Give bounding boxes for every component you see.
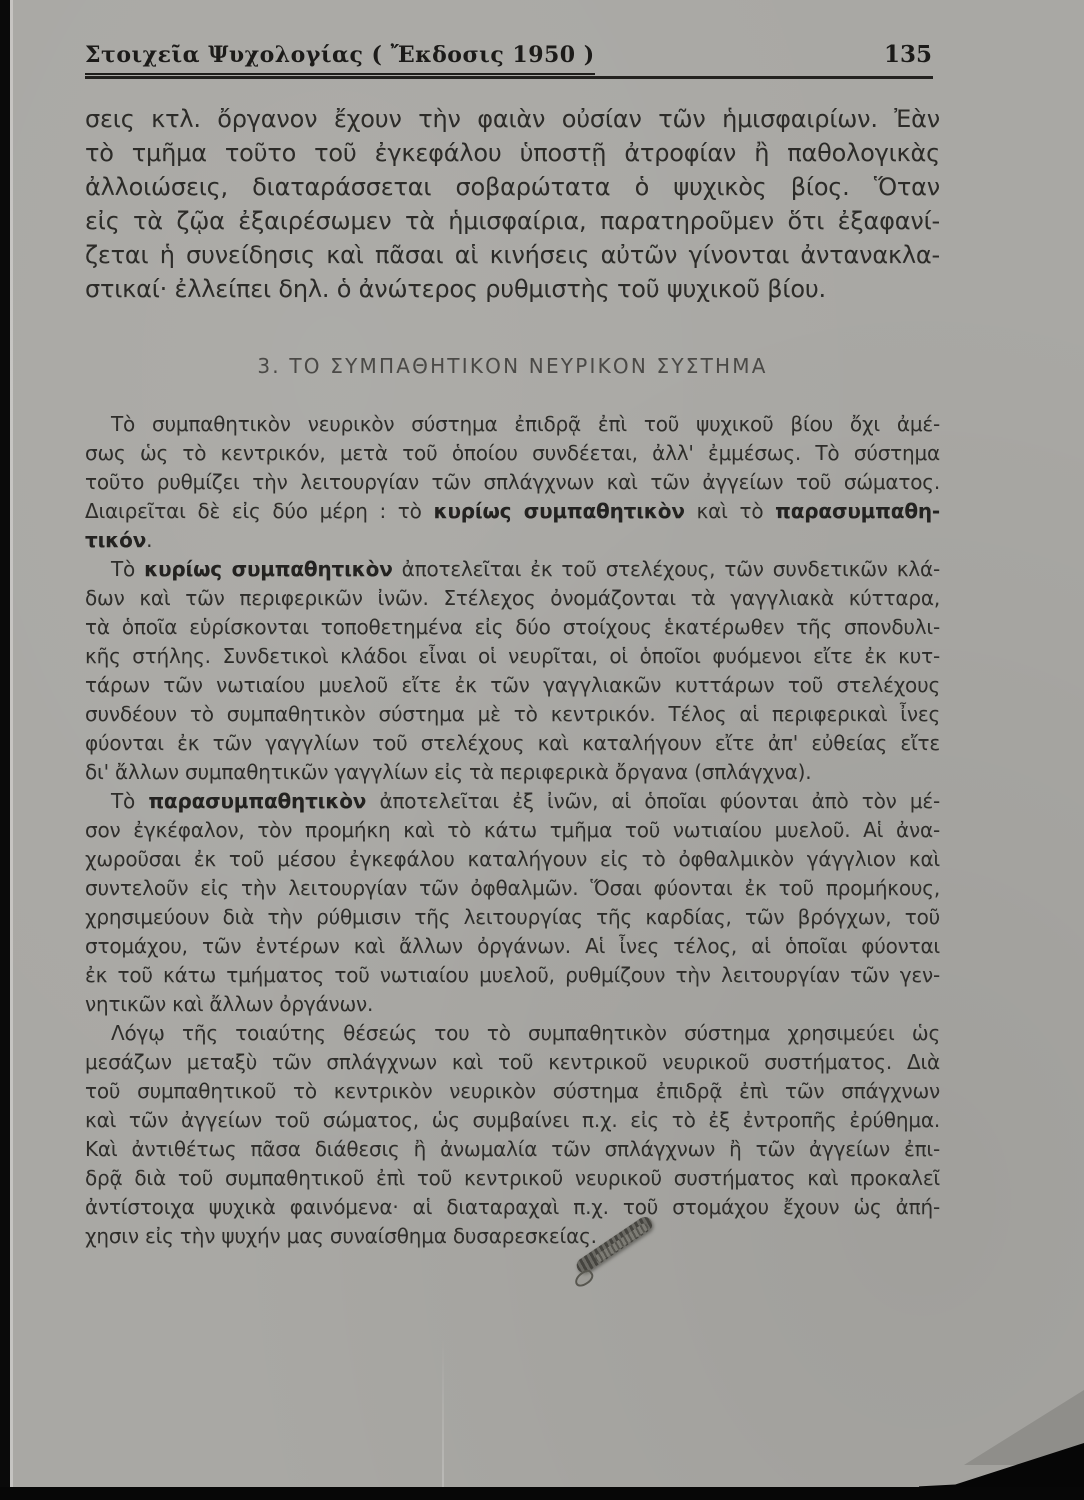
fold-crease: [442, 1337, 444, 1487]
section-body: [85, 410, 940, 1251]
running-header: [85, 42, 940, 75]
scan-edge-bottom: [0, 1487, 1084, 1500]
text-line: ζεται ἡ συνείδησις καὶ πᾶσαι αἱ κινήσεις αὐτῶν γίνονται ἀντανακλα-: [85, 241, 940, 269]
text-line: ἐκ τοῦ κάτω τμήματος τοῦ νωτιαίου μυελοῦ, ρυθμίζουν τὴν λειτουργίαν τῶν γεν-: [85, 963, 940, 987]
text-line: τὸ τμῆμα τοῦτο τοῦ ἐγκεφάλου ὑποστῇ ἀτροφίαν ἢ παθολογικὰς: [85, 139, 940, 167]
paragraph-1: [85, 410, 940, 555]
text-line: δι' ἄλλων συμπαθητικῶν γαγγλίων εἰς τὰ περιφερικὰ ὄργανα (σπλάγχνα).: [85, 760, 812, 784]
text-line: Διαιρεῖται δὲ εἰς δύο μέρη : τὸ κυρίως συμπαθητικὸν καὶ τὸ παρασυμπαθη-: [85, 499, 940, 523]
header-rule: [85, 76, 933, 79]
text-line: ἀντίστοιχα ψυχικὰ φαινόμενα· αἱ διαταραχαὶ π.χ. τοῦ στομάχου ἔχουν ὡς ἀπή-: [85, 1195, 940, 1219]
text-line: Καὶ ἀντιθέτως πᾶσα διάθεσις ἢ ἀνωμαλία τῶν σπλάγχνων ἢ τῶν ἀγγείων ἐπι-: [85, 1137, 940, 1161]
text-line: φύονται ἐκ τῶν γαγγλίων τοῦ στελέχους καὶ καταλήγουν εἴτε ἀπ' εὐθείας εἴτε: [85, 731, 940, 755]
paragraph-2: [85, 555, 940, 787]
page-paper: [10, 0, 1084, 1500]
text-line: νητικῶν καὶ ἄλλων ὀργάνων.: [85, 992, 374, 1016]
text-line: τάρων τῶν νωτιαίου μυελοῦ εἴτε ἐκ τῶν γαγγλιακῶν κυττάρων τοῦ στελέχους: [85, 673, 940, 697]
text-line: μεσάζων μεταξὺ τῶν σπλάγχνων καὶ τοῦ κεντρικοῦ νευρικοῦ συστήματος. Διὰ: [85, 1050, 940, 1074]
text-line: κῆς στήλης. Συνδετικοὶ κλάδοι εἶναι οἱ νευρῖται, οἱ ὁποῖοι φυόμενοι εἴτε ἐκ κυτ-: [85, 644, 940, 668]
intro-paragraph: [85, 102, 940, 306]
ink-smudge: [570, 1212, 695, 1290]
text-line: δων καὶ τῶν περιφερικῶν ἰνῶν. Στέλεχος ὀνομάζονται τὰ γαγγλιακὰ κύτταρα,: [85, 586, 940, 610]
text-line: συντελοῦν εἰς τὴν λειτουργίαν τῶν ὀφθαλμῶν. Ὅσαι φύονται ἐκ τοῦ προμήκους,: [85, 876, 940, 900]
text-line: χωροῦσαι ἐκ τοῦ μέσου ἐγκεφάλου καταλήγουν εἰς τὸ ὀφθαλμικὸν γάγγλιον καὶ: [85, 847, 940, 871]
section-heading: 3. ΤΟ ΣΥΜΠΑΘΗΤΙΚΟΝ ΝΕΥΡΙΚΟΝ ΣΥΣΤΗΜΑ: [257, 354, 768, 378]
text-line: δρᾷ διὰ τοῦ συμπαθητικοῦ ἐπὶ τοῦ κεντρικοῦ νευρικοῦ συστήματος καὶ προκαλεῖ: [85, 1166, 940, 1190]
text-line: τοῦτο ρυθμίζει τὴν λειτουργίαν τῶν σπλάγχνων καὶ τῶν ἀγγείων τοῦ σώματος.: [85, 470, 940, 494]
text-line: σως ὡς τὸ κεντρικόν, μετὰ τοῦ ὁποίου συνδέεται, ἀλλ' ἐμμέσως. Τὸ σύστημα: [85, 441, 940, 465]
text-line: χρησιμεύουν διὰ τὴν ρύθμισιν τῆς λειτουργίας τῆς καρδίας, τῶν βρόγχων, τοῦ: [85, 905, 940, 929]
text-line: ἀλλοιώσεις, διαταράσσεται σοβαρώτατα ὁ ψυχικὸς βίος. Ὅταν: [85, 173, 940, 201]
page-number: 135: [883, 41, 932, 68]
paragraph-3: [85, 787, 940, 1019]
ink-smudge-tip: [572, 1268, 596, 1290]
paragraph-4: [85, 1019, 940, 1251]
text-line: χησιν εἰς τὴν ψυχήν μας συναίσθημα δυσαρεσκείας.: [85, 1224, 597, 1248]
text-line: Τὸ παρασυμπαθητικὸν ἀποτελεῖται ἐξ ἰνῶν, αἱ ὁποῖαι φύονται ἀπὸ τὸν μέ-: [111, 789, 940, 813]
text-line: καὶ τῶν ἀγγείων τοῦ σώματος, ὡς συμβαίνει π.χ. εἰς τὸ ἐξ ἐντροπῆς ἐρύθημα.: [85, 1108, 940, 1132]
text-line: τοῦ συμπαθητικοῦ τὸ κεντρικὸν νευρικὸν σύστημα ἐπιδρᾷ ἐπὶ τῶν σπάγχνων: [85, 1079, 940, 1103]
running-header-title: Στοιχεῖα Ψυχολογίας ( Ἔκδοσις 1950 ): [85, 42, 595, 75]
text-line: Τὸ κυρίως συμπαθητικὸν ἀποτελεῖται ἐκ τοῦ στελέχους, τῶν συνδετικῶν κλά-: [111, 557, 940, 581]
text-line: στομάχου, τῶν ἐντέρων καὶ ἄλλων ὀργάνων. Αἱ ἶνες τέλος, αἱ ὁποῖαι φύονται: [85, 934, 940, 958]
text-line: Λόγῳ τῆς τοιαύτης θέσεώς του τὸ συμπαθητικὸν σύστημα χρησιμεύει ὡς: [111, 1021, 940, 1045]
text-line: τὰ ὁποῖα εὑρίσκονται τοποθετημένα εἰς δύο στοίχους ἑκατέρωθεν τῆς σπονδυλι-: [85, 615, 940, 639]
text-line: Τὸ συμπαθητικὸν νευρικὸν σύστημα ἐπιδρᾷ ἐπὶ τοῦ ψυχικοῦ βίου ὄχι ἀμέ-: [111, 412, 940, 436]
text-line: τικόν.: [85, 528, 153, 552]
text-line: συνδέουν τὸ συμπαθητικὸν σύστημα μὲ τὸ κεντρικόν. Τέλος αἱ περιφερικαὶ ἶνες: [85, 702, 940, 726]
text-line: σεις κτλ. ὄργανον ἔχουν τὴν φαιὰν οὐσίαν τῶν ἡμισφαιρίων. Ἐὰν: [85, 105, 940, 133]
scan-edge-highlight: [10, 0, 13, 1500]
text-line: στικαί· ἐλλείπει δηλ. ὁ ἀνώτερος ρυθμιστὴς τοῦ ψυχικοῦ βίου.: [85, 275, 826, 303]
text-line: σον ἐγκέφαλον, τὸν προμήκη καὶ τὸ κάτω τμῆμα τοῦ νωτιαίου μυελοῦ. Αἱ ἀνα-: [85, 818, 940, 842]
text-line: εἰς τὰ ζῷα ἐξαιρέσωμεν τὰ ἡμισφαίρια, παρατηροῦμεν ὅτι ἐξαφανί-: [85, 207, 940, 235]
